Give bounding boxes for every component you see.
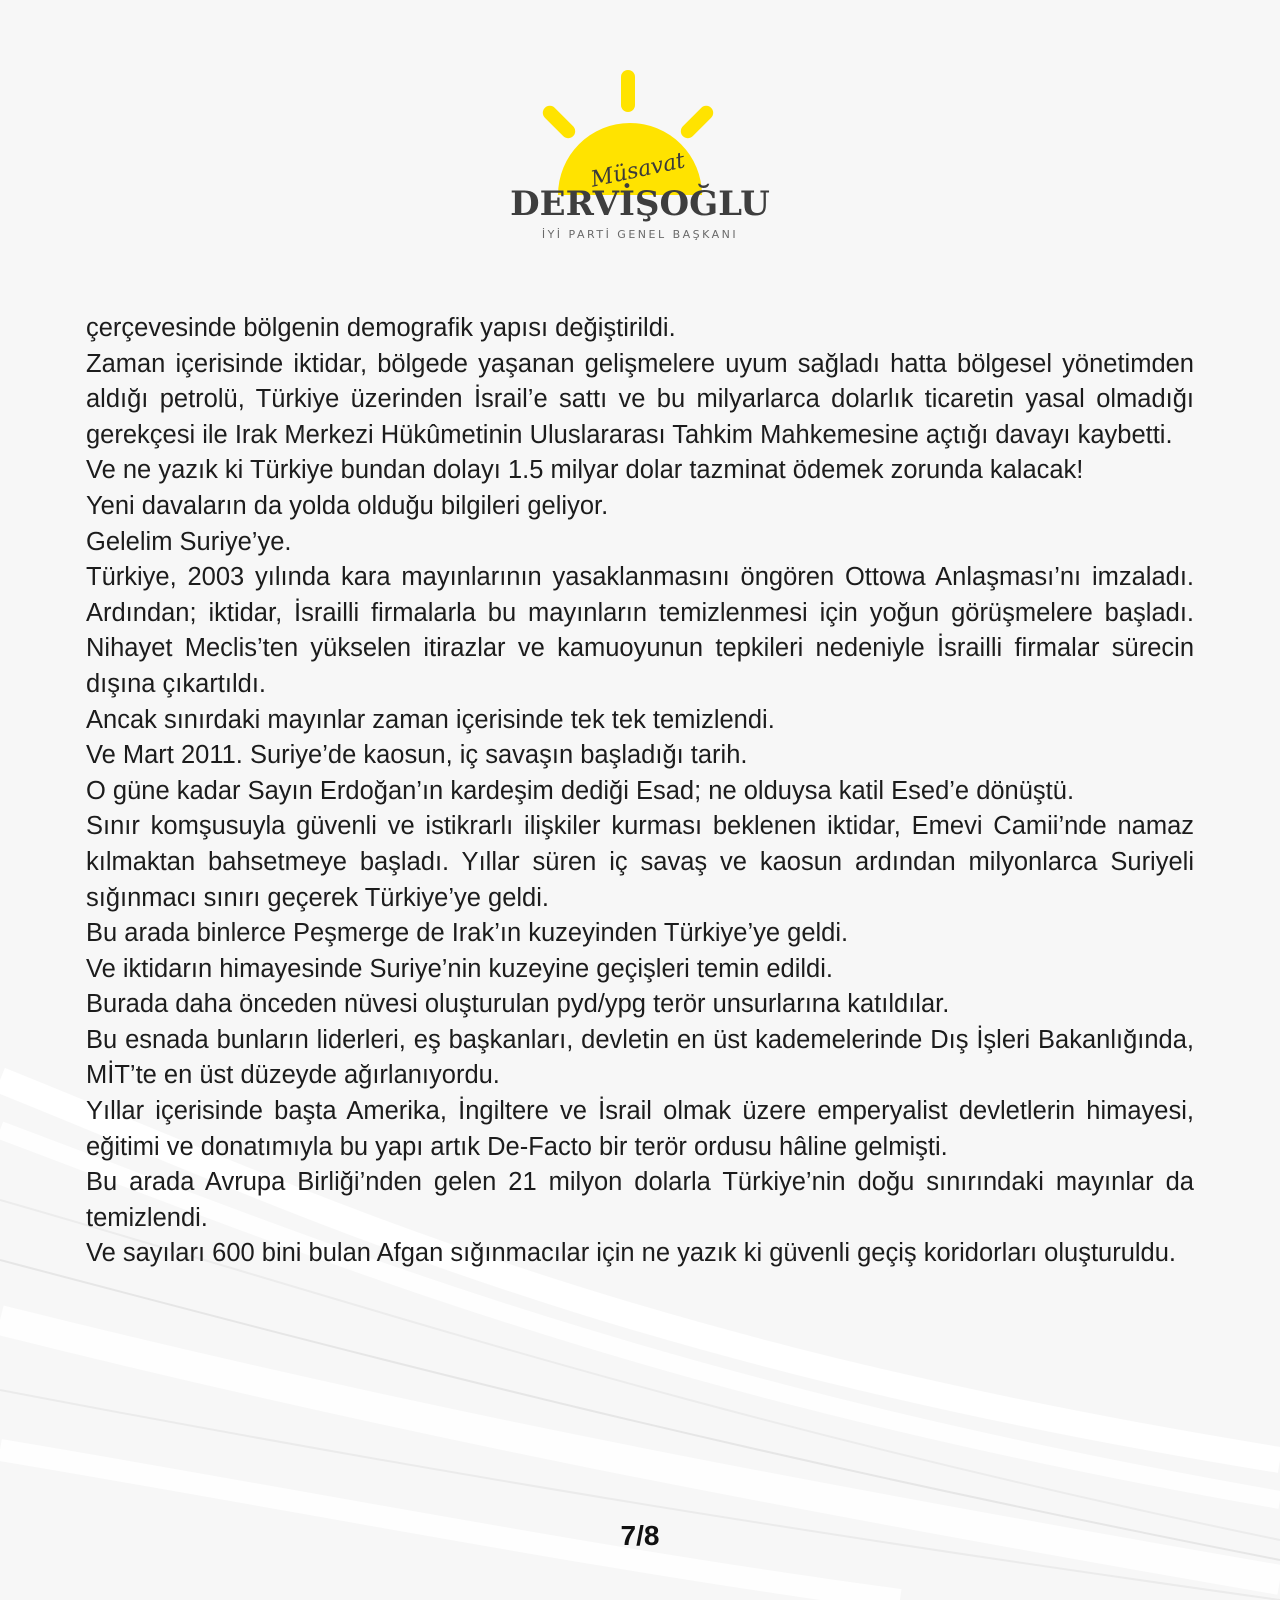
page-number: 7/8 bbox=[620, 1520, 660, 1551]
paragraph: Burada daha önceden nüvesi oluşturulan pyd/ypg terör unsurlarına katıldılar. bbox=[86, 990, 950, 1019]
paragraph: Türkiye, 2003 yılında kara mayınlarının yasaklanmasını öngören Ottowa Anlaşması’nı imzaladı. Ardından; iktidar, İsrailli firmalarla bu mayınların temizlenmesi için yoğun görüşmelere başladı. Nihayet Meclis’ten yükselen itirazlar ve kamuoyunun tepkileri nedeniyle İsrailli firmalar sürecin dışına çıkartıldı. bbox=[86, 563, 1194, 698]
paragraph: Zaman içerisinde iktidar, bölgede yaşanan gelişmelere uyum sağladı hatta bölgesel yönetimden aldığı petrolü, Türkiye üzerinden İsrail’e sattı ve bu milyarlarca dolarlık ticaretin yasal olmadığı gerekçesi ile Irak Merkezi Hükûmetinin Uluslararası Tahkim Mahkemesine açtığı davayı kaybetti. bbox=[86, 349, 1194, 449]
paragraph: Ve ne yazık ki Türkiye bundan dolayı 1.5 milyar dolar tazminat ödemek zorunda kalacak! bbox=[86, 456, 1084, 485]
paragraph: Sınır komşusuyla güvenli ve istikrarlı ilişkiler kurması beklenen iktidar, Emevi Camii’nde namaz kılmaktan bahsetmeye başladı. Yıllar süren iç savaş ve kaosun ardından milyonlarca Suriyeli sığınmacı sınırı geçerek Türkiye’ye geldi. bbox=[86, 812, 1194, 912]
paragraph: Bu arada binlerce Peşmerge de Irak’ın kuzeyinden Türkiye’ye geldi. bbox=[86, 919, 849, 948]
paragraph: çerçevesinde bölgenin demografik yapısı değiştirildi. bbox=[86, 314, 676, 342]
paragraph: Ve Mart 2011. Suriye’de kaosun, iç savaşın başladığı tarih. bbox=[86, 741, 748, 770]
paragraph: Ve iktidarın himayesinde Suriye’nin kuzeyine geçişleri temin edildi. bbox=[86, 954, 833, 983]
logo-subtitle: İYİ PARTİ GENEL BAŞKANI bbox=[541, 228, 739, 241]
paragraph: Bu arada Avrupa Birliği’nden gelen 21 milyon dolarla Türkiye’nin doğu sınırındaki mayınlar da temizlendi. bbox=[86, 1168, 1194, 1232]
article-body bbox=[86, 311, 1194, 1272]
paragraph: Gelelim Suriye’ye. bbox=[86, 527, 292, 556]
paragraph: Yıllar içerisinde başta Amerika, İngiltere ve İsrail olmak üzere emperyalist devletlerin himayesi, eğitimi ve donatımıyla bu yapı artık De-Facto bir terör ordusu hâline gelmişti. bbox=[86, 1097, 1194, 1161]
paragraph: Yeni davaların da yolda olduğu bilgileri geliyor. bbox=[86, 491, 609, 520]
party-logo bbox=[500, 60, 780, 250]
logo-name: DERVİŞOĞLU bbox=[510, 184, 770, 224]
logo-script-text: Müsavat bbox=[588, 148, 688, 193]
paragraph: Ve sayıları 600 bini bulan Afgan sığınmacılar için ne yazık ki güvenli geçiş koridorları oluşturuldu. bbox=[86, 1239, 1177, 1268]
paragraph: Bu esnada bunların liderleri, eş başkanları, devletin en üst kademelerinde Dış İşleri Bakanlığında, MİT’te en üst düzeyde ağırlanıyordu. bbox=[86, 1025, 1194, 1090]
paragraph: Ancak sınırdaki mayınlar zaman içerisinde tek tek temizlendi. bbox=[86, 705, 775, 734]
paragraph: O güne kadar Sayın Erdoğan’ın kardeşim dediği Esad; ne olduysa katil Esed’e dönüştü. bbox=[86, 776, 1075, 805]
